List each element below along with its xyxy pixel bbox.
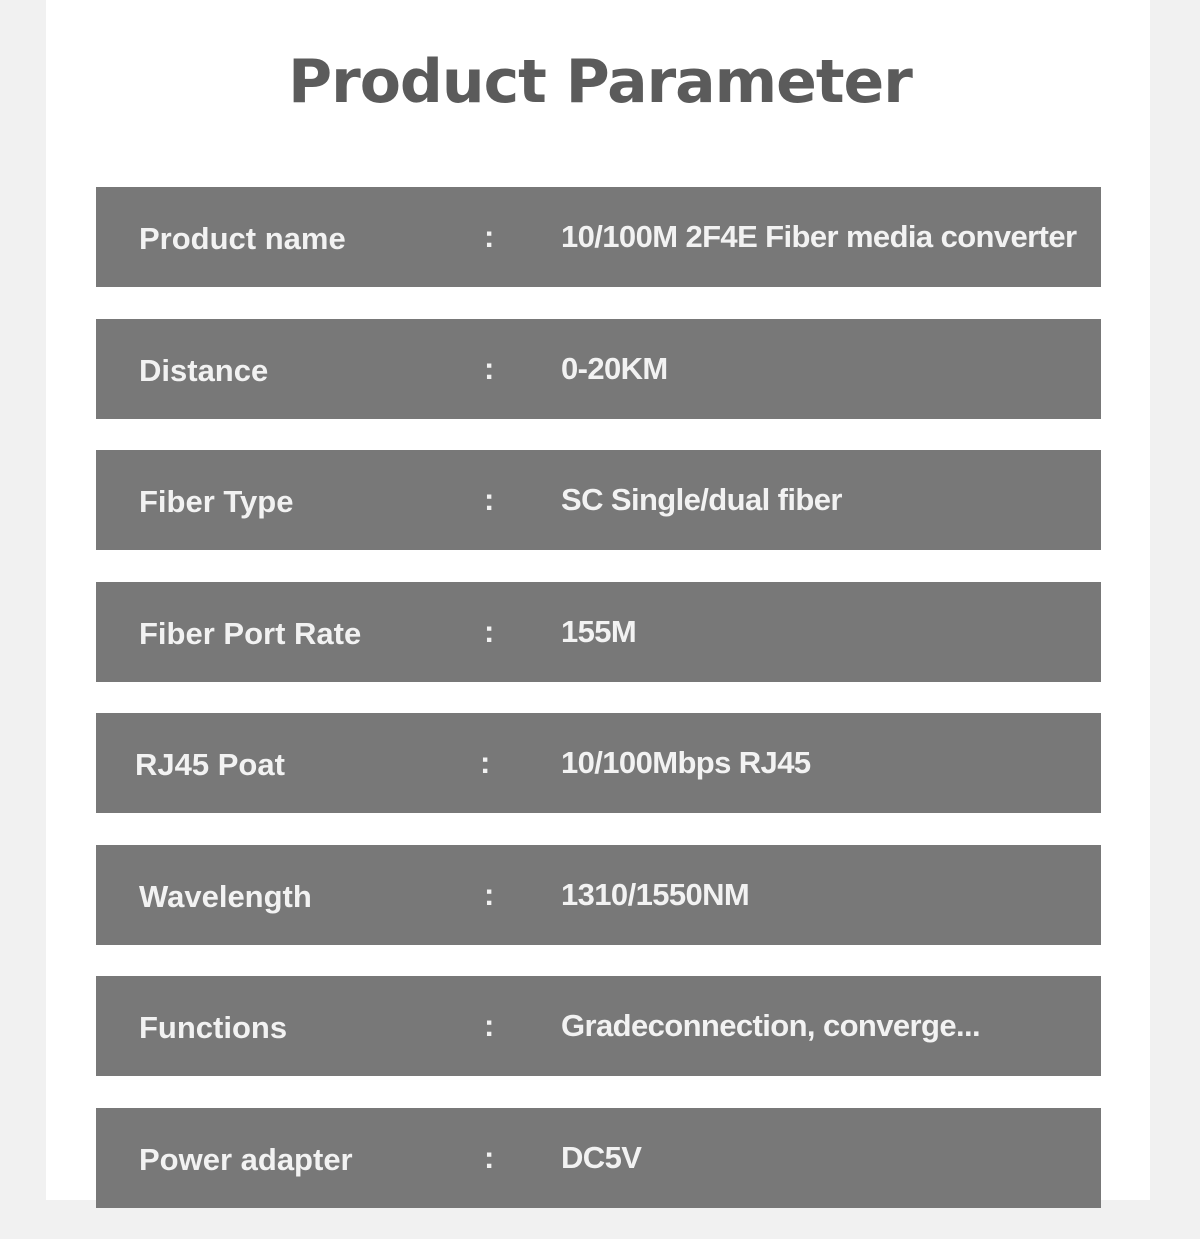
param-value: DC5V	[561, 1139, 642, 1175]
param-label: Functions	[139, 1010, 288, 1045]
param-value: 155M	[561, 613, 637, 649]
param-separator: :	[484, 613, 495, 649]
param-label: Wavelength	[139, 878, 312, 914]
param-separator: :	[484, 219, 495, 254]
param-separator: :	[484, 1139, 495, 1175]
param-label: Product name	[139, 221, 346, 256]
param-row-power-adapter	[96, 1108, 1101, 1208]
param-value: 1310/1550NM	[561, 876, 750, 912]
parameter-table	[96, 187, 1101, 1239]
param-row-rj45-port	[96, 713, 1101, 813]
page-title: Product Parameter	[288, 47, 912, 117]
param-value: SC Single/dual fiber	[561, 482, 842, 517]
param-label: Fiber Port Rate	[139, 615, 362, 651]
param-separator: :	[484, 1008, 495, 1043]
param-row-fiber-port-rate	[96, 582, 1101, 682]
param-row-functions	[96, 976, 1101, 1076]
param-value: 10/100M 2F4E Fiber media converter	[561, 219, 1077, 254]
param-value: 0-20KM	[561, 350, 668, 386]
param-row-fiber-type	[96, 450, 1101, 550]
param-label: Power adapter	[139, 1141, 353, 1177]
param-separator: :	[480, 745, 491, 780]
param-label: Distance	[139, 352, 269, 388]
param-label: Fiber Type	[139, 484, 294, 519]
param-row-wavelength	[96, 845, 1101, 945]
param-separator: :	[484, 876, 495, 912]
param-separator: :	[484, 350, 495, 386]
param-label: RJ45 Poat	[135, 747, 285, 782]
param-value: Gradeconnection, converge...	[561, 1008, 981, 1043]
param-separator: :	[484, 482, 495, 517]
param-value: 10/100Mbps RJ45	[561, 745, 811, 780]
param-row-product-name	[96, 187, 1101, 287]
param-row-distance	[96, 319, 1101, 419]
